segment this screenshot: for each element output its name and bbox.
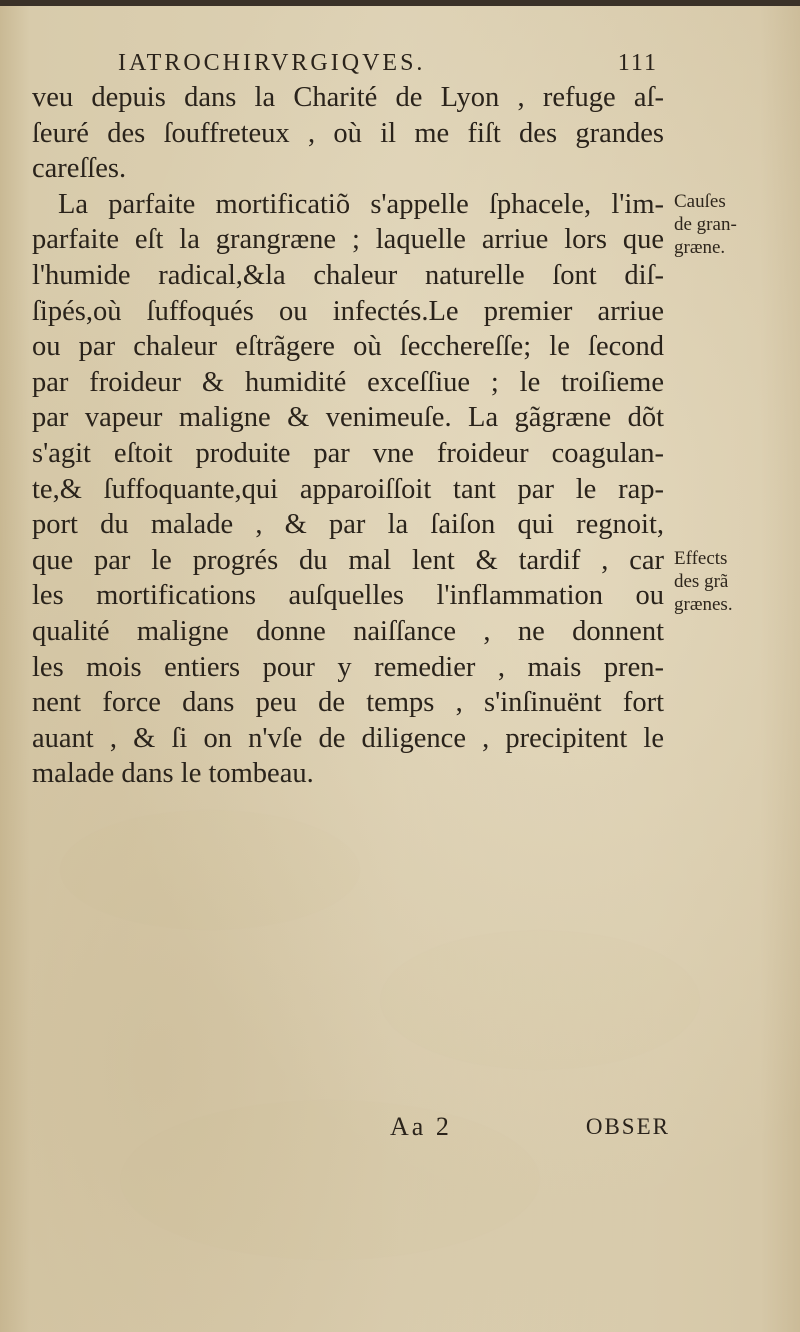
text-line: careſſes. (32, 153, 127, 185)
text-line: auant , & ſi on n'vſe de diligence , precipitent le (32, 722, 664, 754)
text-line: ſipés,où ſuffoqués ou infectés.Le premier arriue (32, 295, 664, 327)
text-line: par vapeur maligne & venimeuſe. La gãgræne dõt (32, 402, 664, 434)
text-line: les mortifications auſquelles l'inflammation ou (32, 580, 664, 612)
show-through-texture (0, 770, 800, 1330)
margin-note-line: Effects (674, 548, 728, 569)
text-line: ou par chaleur eſtrãgere où ſecchereſſe; le ſecond (32, 331, 664, 363)
text-line: l'humide radical,&la chaleur naturelle ſont diſ- (32, 259, 664, 291)
text-line: ſeuré des ſouffreteux , où il me fiſt des grandes (32, 117, 664, 149)
margin-note-effects (674, 547, 794, 616)
margin-note-line: græne. (674, 237, 726, 258)
text-line: les mois entiers pour y remedier , mais pren- (32, 651, 664, 683)
margin-note-line: des grã (674, 571, 729, 592)
catchword: OBSER (585, 1114, 670, 1139)
margin-note-line: grænes. (674, 594, 733, 615)
text-line: que par le progrés du mal lent & tardif , car (32, 544, 664, 576)
margin-note-causes (674, 190, 794, 259)
text-line: par froideur & humidité exceſſiue ; le troiſieme (32, 366, 664, 398)
signature-mark: Aa 2 (390, 1112, 452, 1141)
text-line: veu depuis dans la Charité de Lyon , refuge aſ- (32, 82, 664, 113)
page-header (118, 42, 658, 82)
text-line: port du malade , & par la ſaiſon qui regnoit, (32, 509, 664, 541)
page-footer (390, 1112, 670, 1152)
page-number: 111 (617, 50, 658, 76)
text-line: parfaite eſt la grangræne ; laquelle arriue lors que (32, 224, 664, 256)
margin-note-line: Cauſes (674, 191, 726, 212)
running-title: IATROCHIRVRGIQVES. (118, 50, 426, 76)
margin-note-line: de gran- (674, 214, 737, 235)
text-line: te,& ſuffoquante,qui apparoiſſoit tant par le rap- (32, 473, 664, 505)
text-line: malade dans le tombeau. (32, 758, 314, 790)
text-line: qualité maligne donne naiſſance , ne donnent (32, 615, 664, 647)
body-text (32, 80, 664, 792)
text-line: s'agit eſtoit produite par vne froideur coagulan- (32, 437, 664, 469)
text-line: nent force dans peu de temps , s'inſinuënt fort (32, 687, 664, 719)
text-line: La parfaite mortificatiõ s'appelle ſphacele, l'im- (58, 188, 664, 220)
